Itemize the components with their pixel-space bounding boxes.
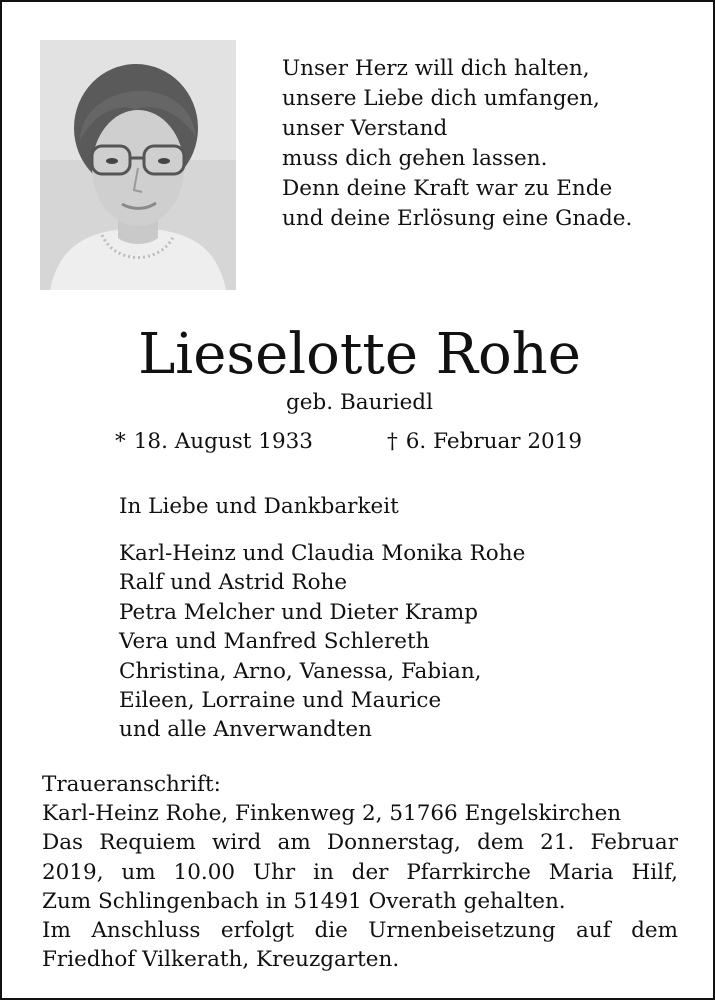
mourner-item: Eileen, Lorraine und Maurice [119,688,442,714]
poem-line: muss dich gehen lassen. [282,146,548,171]
poem-line: Unser Herz will dich halten, [282,56,590,81]
mourner-item: Petra Melcher und Dieter Kramp [119,599,479,625]
death-cross-icon: † [387,429,398,454]
maiden-name: geb. Bauriedl [286,390,433,415]
mourner-item: Ralf und Astrid Rohe [119,570,348,596]
birth-star-icon: * [115,429,126,454]
memorial-poem [282,54,632,234]
burial-line: Im Anschluss erfolgt die Urnenbeisetzung auf dem [42,918,678,944]
mourners-list [119,539,525,745]
birth-date-text: 18. August 1933 [133,429,313,454]
mourner-item: und alle Anverwandten [119,717,372,743]
portrait-illustration [40,40,236,290]
poem-line: unser Verstand [282,116,448,141]
death-date [387,427,582,457]
mourner-item: Christina, Arno, Vanessa, Fabian, [119,658,482,684]
requiem-line: 2019, um 10.00 Uhr in der Pfarrkirche Maria Hilf, [42,859,678,885]
mourner-item: Vera und Manfred Schlereth [119,629,430,655]
poem-line: und deine Erlösung eine Gnade. [282,206,633,231]
requiem-line: Zum Schlingenbach in 51491 Overath gehalten. [42,888,566,914]
funeral-details [42,770,678,974]
death-date-text: 6. Februar 2019 [405,429,583,454]
deceased-name: Lieselotte Rohe [138,322,581,387]
mourner-item: Karl-Heinz und Claudia Monika Rohe [119,541,526,566]
poem-line: Denn deine Kraft war zu Ende [282,176,613,201]
thanks-line: In Liebe und Dankbarkeit [119,494,399,519]
requiem-line: Das Requiem wird am Donnerstag, dem 21. Februar [42,830,678,856]
address-label: Traueranschrift: [42,772,221,797]
portrait-photo [40,40,236,290]
birth-date [115,427,313,457]
mourning-address: Karl-Heinz Rohe, Finkenweg 2, 51766 Engelskirchen [42,801,622,827]
burial-line: Friedhof Vilkerath, Kreuzgarten. [42,947,400,973]
poem-line: unsere Liebe dich umfangen, [282,86,600,111]
